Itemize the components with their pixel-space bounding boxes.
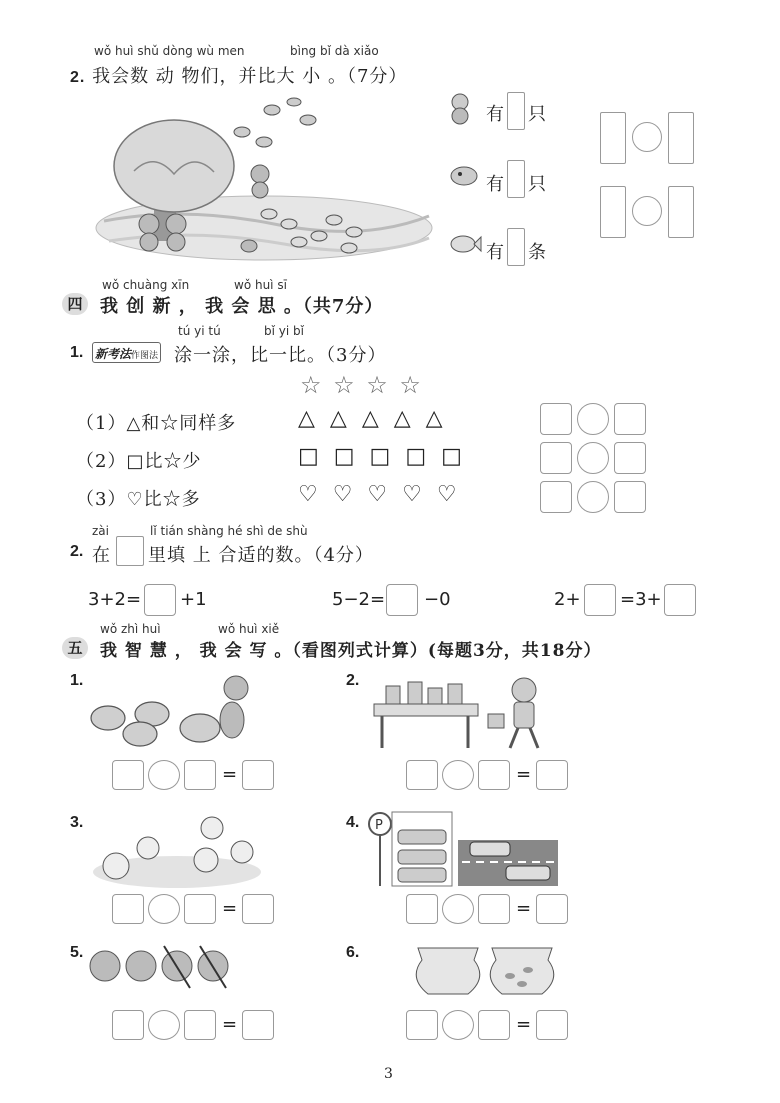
item1-op-circle[interactable] bbox=[148, 760, 180, 790]
sec5-badge: 五 bbox=[62, 637, 88, 659]
item5-box-result[interactable] bbox=[242, 1010, 274, 1040]
eq3-left: 2+ bbox=[554, 589, 581, 610]
pumpkin-icon bbox=[91, 702, 220, 746]
s4q1-text: 涂一涂，比一比。（3分） bbox=[174, 345, 387, 366]
s4q1-pinyin-1: tú yi tú bbox=[178, 324, 221, 338]
eq3-answer-box1[interactable] bbox=[584, 584, 616, 616]
bird-icon bbox=[234, 98, 316, 147]
item1-pumpkins-illustration bbox=[88, 672, 258, 752]
item3-box-b[interactable] bbox=[184, 894, 216, 924]
s4q1-cmp2-circle[interactable] bbox=[577, 442, 609, 474]
item1-number: 1. bbox=[70, 672, 84, 689]
item4-parking-illustration bbox=[366, 810, 566, 890]
item6-box-a[interactable] bbox=[406, 1010, 438, 1040]
page-number: 3 bbox=[384, 1066, 393, 1082]
s4q1-cmp3-right[interactable] bbox=[614, 481, 646, 513]
s4q1-row1-label: （1）△和☆同样多 bbox=[76, 413, 237, 434]
item4-op-circle[interactable] bbox=[442, 894, 474, 924]
s4q2-text-after: 里填 上 合适的数。（4分） bbox=[148, 545, 374, 566]
item6-equals: = bbox=[516, 1014, 532, 1035]
sec4-pinyin-2: wǒ huì sī bbox=[234, 278, 287, 292]
q2-text: 我会数 动 物们，并比大 小 。（7分） bbox=[92, 66, 408, 87]
item3-chicks-illustration bbox=[92, 808, 262, 888]
sec4-title: 我 创 新 ， 我 会 思 。（共7分） bbox=[100, 296, 384, 317]
bird-icon bbox=[448, 162, 482, 190]
s4q2-number: 2. bbox=[70, 543, 84, 560]
s4q1-cmp2-right[interactable] bbox=[614, 442, 646, 474]
monkey-icon bbox=[446, 92, 476, 126]
item5-box-a[interactable] bbox=[112, 1010, 144, 1040]
s4q2-pinyin-1: zài bbox=[92, 524, 109, 538]
car-icon bbox=[398, 830, 446, 882]
item3-equals: = bbox=[222, 898, 238, 919]
item6-number: 6. bbox=[346, 944, 360, 961]
sec5-pinyin-1: wǒ zhì huì bbox=[100, 622, 161, 636]
sec4-badge: 四 bbox=[62, 293, 88, 315]
eq3-right: =3+ bbox=[620, 589, 662, 610]
item2-table-illustration bbox=[368, 672, 558, 752]
item2-box-b[interactable] bbox=[478, 760, 510, 790]
s4q1-tag-sub: 作图法 bbox=[131, 351, 159, 361]
item1-equals: = bbox=[222, 764, 238, 785]
sec5-title: 我 智 慧 ， 我 会 写 。（看图列式计算）(每题3分，共18分） bbox=[100, 641, 602, 661]
s4q1-number: 1. bbox=[70, 344, 84, 361]
item4-box-a[interactable] bbox=[406, 894, 438, 924]
item1-box-result[interactable] bbox=[242, 760, 274, 790]
s4q2-sample-box bbox=[116, 536, 144, 566]
svg-text:P: P bbox=[375, 818, 383, 833]
q2-row3-answer-box[interactable] bbox=[507, 228, 525, 266]
q2-pinyin-1: wǒ huì shǔ dòng wù men bbox=[94, 44, 245, 58]
s4q2-text-before: 在 bbox=[92, 545, 111, 566]
q2-row1-prefix: 有 bbox=[486, 104, 505, 125]
s4q1-tag-main: 新考法 bbox=[95, 347, 132, 361]
q2-heading bbox=[70, 62, 407, 88]
eq2-left: 5−2= bbox=[332, 589, 386, 610]
item2-op-circle[interactable] bbox=[442, 760, 474, 790]
q2-pinyin-2: bìng bǐ dà xiǎo bbox=[290, 44, 379, 58]
q2-row1-suffix: 只 bbox=[528, 104, 547, 125]
s4q1-pinyin-2: bǐ yi bǐ bbox=[264, 324, 304, 338]
sec4-pinyin-1: wǒ chuàng xīn bbox=[102, 278, 190, 292]
s4q1-row3-hearts[interactable]: ♡ ♡ ♡ ♡ ♡ bbox=[298, 482, 461, 507]
item2-box-result[interactable] bbox=[536, 760, 568, 790]
item2-equals: = bbox=[516, 764, 532, 785]
q2-number: 2. bbox=[70, 69, 86, 86]
s4q1-row2-squares[interactable]: □ □ □ □ □ bbox=[298, 444, 466, 469]
item4-box-b[interactable] bbox=[478, 894, 510, 924]
s4q1-stars-row: ☆ ☆ ☆ ☆ bbox=[300, 371, 423, 399]
q2-row2-suffix: 只 bbox=[528, 174, 547, 195]
item5-number: 5. bbox=[70, 944, 84, 961]
item2-box-a[interactable] bbox=[406, 760, 438, 790]
eq1-left: 3+2= bbox=[88, 589, 142, 610]
item4-box-result[interactable] bbox=[536, 894, 568, 924]
item6-fishbowls-illustration bbox=[412, 940, 572, 1000]
item1-box-a[interactable] bbox=[112, 760, 144, 790]
sec5-pinyin-2: wǒ huì xiě bbox=[218, 622, 280, 636]
item5-box-b[interactable] bbox=[184, 1010, 216, 1040]
s4q1-cmp1-left[interactable] bbox=[540, 403, 572, 435]
q2-compare1-left-box[interactable] bbox=[600, 112, 626, 164]
item5-equals: = bbox=[222, 1014, 238, 1035]
q2-row2-answer-box[interactable] bbox=[507, 160, 525, 198]
item3-box-result[interactable] bbox=[242, 894, 274, 924]
q2-compare2-circle[interactable] bbox=[632, 196, 662, 226]
item3-box-a[interactable] bbox=[112, 894, 144, 924]
item5-circles-illustration bbox=[88, 944, 248, 994]
s4q1-tag bbox=[92, 342, 161, 363]
q2-row3-prefix: 有 bbox=[486, 242, 505, 263]
item3-number: 3. bbox=[70, 814, 84, 831]
item6-box-b[interactable] bbox=[478, 1010, 510, 1040]
boy-icon bbox=[488, 678, 538, 748]
s4q1-row2-label: （2）□比☆少 bbox=[76, 451, 202, 472]
item2-number: 2. bbox=[346, 672, 360, 689]
q2-illustration bbox=[94, 96, 434, 266]
s4q1-cmp1-circle[interactable] bbox=[577, 403, 609, 435]
shell-icon bbox=[241, 240, 257, 252]
monkey-icon bbox=[220, 676, 248, 738]
item5-op-circle[interactable] bbox=[148, 1010, 180, 1040]
item6-box-result[interactable] bbox=[536, 1010, 568, 1040]
eq1-right: +1 bbox=[180, 589, 207, 610]
s4q1-cmp2-left[interactable] bbox=[540, 442, 572, 474]
item4-number: 4. bbox=[346, 814, 360, 831]
q2-row2-prefix: 有 bbox=[486, 174, 505, 195]
item6-op-circle[interactable] bbox=[442, 1010, 474, 1040]
s4q1-row1-triangles[interactable]: △ △ △ △ △ bbox=[298, 406, 447, 431]
q2-compare1-right-box[interactable] bbox=[668, 112, 694, 164]
s4q1-cmp3-left[interactable] bbox=[540, 481, 572, 513]
eq2-answer-box[interactable] bbox=[386, 584, 418, 616]
fish-icon bbox=[448, 230, 482, 258]
s4q2-pinyin-2: lǐ tián shàng hé shì de shù bbox=[150, 524, 308, 538]
eq3-answer-box2[interactable] bbox=[664, 584, 696, 616]
s4q1-row3-label: （3）♡比☆多 bbox=[76, 489, 201, 510]
item4-equals: = bbox=[516, 898, 532, 919]
item1-box-b[interactable] bbox=[184, 760, 216, 790]
q2-compare2-left-box[interactable] bbox=[600, 186, 626, 238]
s4q1-cmp1-right[interactable] bbox=[614, 403, 646, 435]
q2-row3-suffix: 条 bbox=[528, 242, 547, 263]
item3-op-circle[interactable] bbox=[148, 894, 180, 924]
eq2-right: −0 bbox=[424, 589, 451, 610]
eq1-answer-box[interactable] bbox=[144, 584, 176, 616]
q2-compare2-right-box[interactable] bbox=[668, 186, 694, 238]
s4q1-cmp3-circle[interactable] bbox=[577, 481, 609, 513]
q2-compare1-circle[interactable] bbox=[632, 122, 662, 152]
q2-row1-answer-box[interactable] bbox=[507, 92, 525, 130]
